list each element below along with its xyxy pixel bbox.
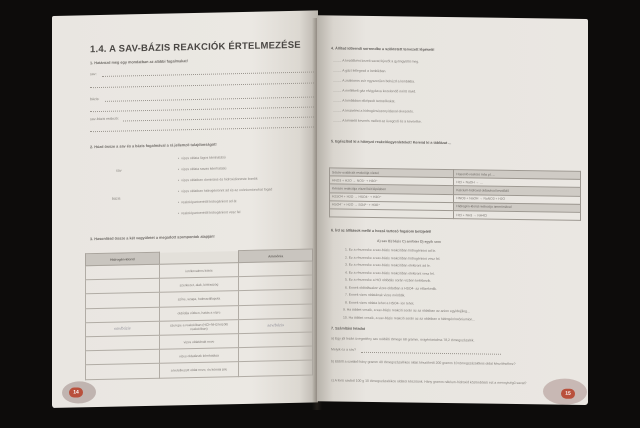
- answer-line: [102, 72, 314, 77]
- property-item: • vizes oldatban domináns és hidroxidioneste bomlik: [178, 177, 258, 183]
- answer-line: [90, 107, 314, 113]
- table-header: Ammónia: [239, 249, 313, 263]
- page-title: 1.4. A SAV-BÁZIS REAKCIÓK ÉRTELMEZÉSE: [90, 39, 301, 56]
- property-item: • reakciópartnerétől hidrogéniont ad át: [178, 199, 236, 204]
- label-sav: sav: [116, 168, 122, 173]
- table-cell: [330, 209, 454, 219]
- table-cell: szerepe a reakcióban (HCl+NH3 közötti reakcióban): [159, 319, 239, 335]
- question-6: 6. Írd az állítások mellé a hozzá tartozó fogalom betűjelét!: [331, 228, 432, 234]
- table-cell: sav/bázis: [86, 321, 160, 337]
- task-a-question: Melyik ez a sav?: [331, 347, 357, 352]
- table-cell: [86, 349, 160, 365]
- question-2: 2. Húzd össze a sav és a bázis fogalmával a rá jellemző tulajdonságot!: [90, 142, 217, 150]
- table-cell: [86, 264, 160, 280]
- table-cell: Kénsav reakciója vízzel két lépésben: [330, 184, 454, 194]
- table-cell: [86, 293, 160, 309]
- page-number: 15: [561, 389, 575, 399]
- table-cell: Sósav-oxidációt reakciója vízzel: [330, 168, 454, 178]
- label-bazis: bázis: [112, 196, 121, 201]
- step-item: ......... A kezdőként kezelt savat fejezőt a gyöngyölöt meg.: [333, 58, 420, 64]
- term-sav: sav:: [90, 72, 97, 77]
- table-cell: ion/kovalens kötés: [159, 263, 239, 279]
- task-b: b) Ebből a szebbő hány gramm 40 tömegszázalékos oldat készíthető 200 gramm 10 tömegszázalékos oldat készítéséhez?: [331, 359, 516, 366]
- page-number: 14: [69, 387, 83, 397]
- statement-item: 10. Ha többet veszik, a sav-bázis reakció során az az oldatban a hidrogén/oxóniumion...: [343, 315, 476, 321]
- step-item: ......... A zsaktoros zsír egyszerűen behúzd a lombikba.: [333, 78, 415, 84]
- table-cell: színe, szaga, halmazállapota: [159, 291, 239, 307]
- answer-line: [123, 117, 314, 122]
- table-cell: szerkezet, alak, kötésszög: [159, 277, 239, 293]
- step-item: ......... A lombikban elképzelt tartozékokat.: [333, 98, 396, 104]
- answer-line: [90, 127, 314, 133]
- term-bazis: bázis:: [90, 97, 100, 102]
- question-7: 7. Számítási feladat: [331, 326, 366, 331]
- table-cell: [86, 335, 160, 351]
- table-header: Hidrogén-klorid: [86, 252, 160, 266]
- property-item: • vizes oldata savas kémhatású: [178, 166, 226, 171]
- right-page: [317, 15, 588, 405]
- property-item: • reakciópartnerétől hidrogéniont vesz fel: [178, 210, 240, 215]
- table-cell: [239, 346, 313, 362]
- statement-item: 3. Ez a részecske a sav-bázis reakcióban elektront ad le.: [345, 262, 431, 268]
- statement-item: 1. Ez a részecske a sav-bázis reakcióban hidrogéniont ad le.: [345, 247, 437, 253]
- statement-item: 5. Ez a részecske a HCl oldódás során vízben keletkezik.: [345, 277, 432, 283]
- statement-item: 7. Ennek vizes oldatának vizes mérődik.: [345, 292, 406, 298]
- table-cell: oldódás vízben, hatás a vízre: [159, 305, 239, 321]
- table-cell: HNO3 + NaOH → NaNO3 + H2O: [454, 194, 581, 204]
- table-cell: [239, 360, 313, 376]
- table-cell: a keletkezett oldat neve, és kémiai jele: [159, 362, 239, 378]
- statement-item: 4. Ez a részecske a sav-bázis reakcióban elektront vesz fel.: [345, 270, 435, 276]
- answer-line: [90, 83, 314, 89]
- comparison-table: [85, 249, 313, 380]
- task-c: c) A fenti savból 100 g 10 tömegszázalékos oldatot készítünk. Hány gramm nátrium-hidroxid közömbösíti ezt a mennyiségű savat?: [331, 378, 527, 386]
- question-1: 1. Határozd meg egy mondatban az alábbi fogalmakat!: [90, 59, 188, 66]
- table-cell: HSO4⁻ + H2O → SO4²⁻ + H3O⁺: [330, 201, 454, 211]
- property-item: • vizes oldata lúgos kémhatású: [178, 155, 226, 160]
- table-cell: HNO3 + H2O → NO3⁻ + H3O⁺: [330, 176, 454, 186]
- table-cell: vizes oldatának neve: [159, 334, 239, 350]
- table-cell: [86, 307, 160, 323]
- statement-item: 6. Ennek oldódásakor vizes oldatban a HSO4- az előzekedik.: [345, 285, 437, 291]
- question-4: 4. Állítsd időrendi sorrendbe a szöktetett tervezett lépéseit!: [331, 46, 435, 52]
- table-cell: vizes oldatának kémhatása: [159, 348, 239, 364]
- table-cell: HCl + NH3 → NH4Cl: [454, 211, 581, 221]
- reaction-table: [329, 167, 581, 221]
- task-a: a) Egy jól lezárt üvegedény sav oxidáló tömege 68 gramm, oxigéntartalma 78,2 tömegszázalék.: [331, 336, 475, 343]
- table-cell: HCl + NaOH → ...: [454, 178, 581, 188]
- table-cell: [239, 304, 313, 320]
- table-cell: [239, 275, 313, 291]
- answer-line: [361, 352, 501, 355]
- table-cell: sav/bázis: [239, 318, 313, 334]
- answer-options: A) sav B) bázis C) amfoter D) egyik sem: [377, 239, 441, 244]
- step-item: ......... A tesztelést a hidrogénviszonyítással elvezetés.: [333, 108, 414, 114]
- table-cell: [239, 332, 313, 348]
- question-3: 3. Hasonlítsd össze a két vegyületet a megadott szempontok alapján!: [90, 234, 215, 242]
- statement-item: 2. Ez a részecske a sav-bázis reakcióban hidrogéniont vesz fel.: [345, 255, 441, 261]
- left-page: [52, 10, 318, 408]
- table-cell: Hidrogén-klorid reakciója ammóniával: [454, 202, 581, 212]
- question-5: 5. Egészítsd ki a hiányzó reakcióegyenleteket! Keresd ki a táblázat ...: [331, 139, 452, 146]
- table-cell: [239, 289, 313, 305]
- answer-line: [105, 97, 314, 102]
- table-cell: H2SO4 + H2O → HSO4⁻ + H3O⁺: [330, 192, 454, 202]
- step-item: ......... A gázt fellegesd a lombikban.: [333, 68, 387, 74]
- step-item: ......... A mellékelt gáz elvigyázva kezelendő mérő rövid.: [333, 88, 417, 94]
- table-cell: [86, 278, 160, 294]
- step-item: ......... A kémlelő keverés mellett az üvegcső és a keveréke.: [333, 118, 422, 124]
- statement-item: 8. Ennek vizes oldata lehet a HSO4- ion lehet.: [345, 300, 415, 306]
- table-cell: [239, 261, 313, 277]
- property-item: • vizes oldatban hidrogénionnt ad és az oxóniumionokat fogad: [178, 187, 272, 193]
- table-cell: Kalcium-hidroxid oldásával kezdődő: [454, 186, 581, 196]
- table-cell: [86, 364, 160, 380]
- statement-item: 9. Ha többet veszik, a sav-bázis reakció során az az oldatban az anion egyidejűleg...: [343, 307, 470, 314]
- term-sav-bazis-reakcio: sav-bázis reakció:: [90, 116, 119, 122]
- table-cell: Hasonló reakció más pl. ...: [454, 170, 581, 180]
